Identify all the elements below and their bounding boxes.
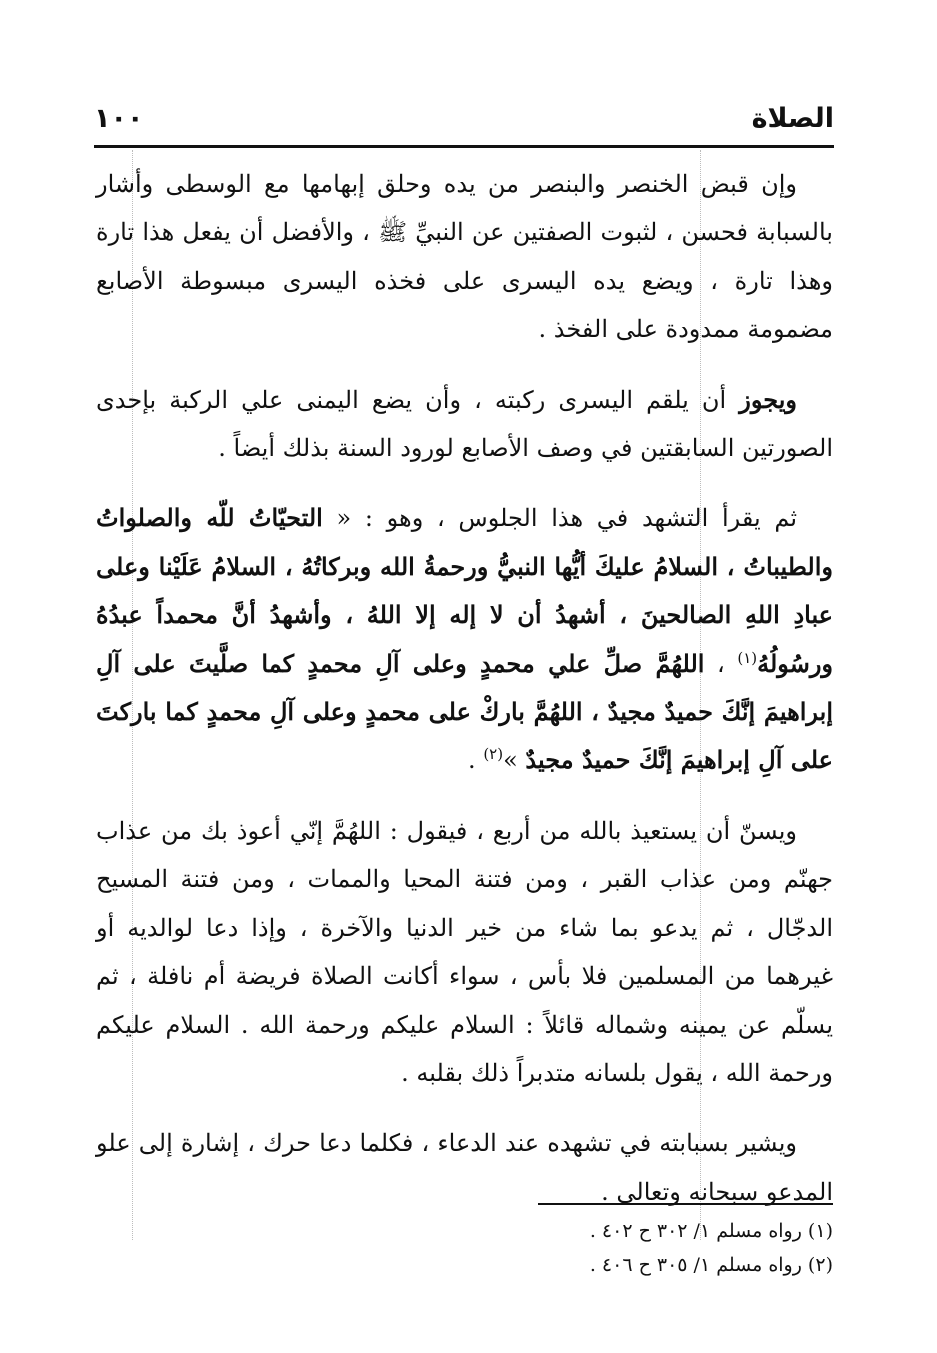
footnote-divider bbox=[538, 1203, 833, 1205]
paragraph bbox=[96, 160, 833, 354]
paragraph bbox=[96, 376, 833, 473]
page-header bbox=[94, 98, 834, 138]
bold-text-segment: ويجوز bbox=[739, 384, 797, 414]
chapter-title: الصلاة bbox=[751, 102, 834, 134]
footnote: (٢) رواه مسلم ١/ ٣٠٥ ح ٤٠٦ . bbox=[589, 1254, 833, 1276]
text-segment: . bbox=[468, 746, 484, 775]
page-number: ١٠٠ bbox=[94, 102, 144, 134]
footnote-marker: (١) bbox=[737, 648, 758, 667]
text-segment: ويشير بسبابته في تشهده عند الدعاء ، فكلما دعا حرك ، إشارة إلى علو المدعو سبحانه وتعالى . bbox=[96, 1129, 833, 1206]
text-segment: وإن قبض الخنصر والبنصر من يده وحلق إبهامها مع الوسطى وأشار بالسبابة فحسن ، لثبوت الصفتين عن النبيِّ ﷺ ، والأفضل أن يفعل هذا تارة وهذا تارة ، ويضع يده اليسرى على فخذه اليسرى مبسوطة الأصابع مضمومة ممدودة على الفخذ . bbox=[96, 170, 833, 344]
text-segment: ، bbox=[704, 649, 738, 678]
header-divider bbox=[94, 145, 834, 148]
text-segment: » bbox=[503, 746, 526, 775]
text-segment: ثم يقرأ التشهد في هذا الجلوس ، وهو : « bbox=[322, 504, 798, 533]
text-segment: ويسنّ أن يستعيذ بالله من أربع ، فيقول : اللهُمَّ إنّي أعوذ بك من عذاب جهنّم ومن عذاب القبر ، ومن فتنة المحيا والممات ، ومن فتنة المسيح الدجّال ، ثم يدعو بما شاء من خير الدنيا والآخرة ، وإذا دعا لوالديه أو غيرهما من المسلمين فلا بأس ، سواء أكانت الصلاة فريضة أم نافلة ، ثم يسلّم عن يمينه وشماله قائلاً : السلام عليكم ورحمة الله . السلام عليكم ورحمة الله ، يقول بلسانه متدبراً ذلك بقلبه . bbox=[96, 816, 833, 1087]
footnote: (١) رواه مسلم ١/ ٣٠٢ ح ٤٠٢ . bbox=[589, 1220, 833, 1242]
bold-text-segment: التحيّاتُ للّه والصلواتُ والطيباتُ ، السلامُ عليكَ أيُّها النبيُّ ورحمةُ الله وبركاتُهُ ، السلامُ عَلَيْنا وعلى عبادِ اللهِ الصالحينَ ، أشهدُ أن لا إله إلا اللهُ ، وأشهدُ أنَّ محمداً عبدُهُ ورسُولُهُ bbox=[96, 503, 833, 678]
paragraph bbox=[96, 1119, 833, 1216]
paragraph bbox=[96, 807, 833, 1097]
paragraph bbox=[96, 494, 833, 784]
text-segment: أن يلقم اليسرى ركبته ، وأن يضع اليمنى علي الركبة بإحدى الصورتين السابقتين في وصف الأصابع لورود السنة بذلك أيضاً . bbox=[96, 385, 833, 463]
bold-text-segment: اللهُمَّ صلِّ علي محمدٍ وعلى آلِ محمدٍ كما صلَّيتَ على آلِ إبراهيمَ إنَّكَ حميدٌ مجيدٌ ، اللهُمَّ باركْ على محمدٍ وعلى آلِ محمدٍ كما باركتَ على آلِ إبراهيمَ إنَّكَ حميدٌ مجيدٌ bbox=[96, 648, 833, 775]
body-text bbox=[96, 160, 833, 1238]
footnotes bbox=[430, 1214, 833, 1282]
footnote-marker: (٢) bbox=[483, 745, 504, 764]
